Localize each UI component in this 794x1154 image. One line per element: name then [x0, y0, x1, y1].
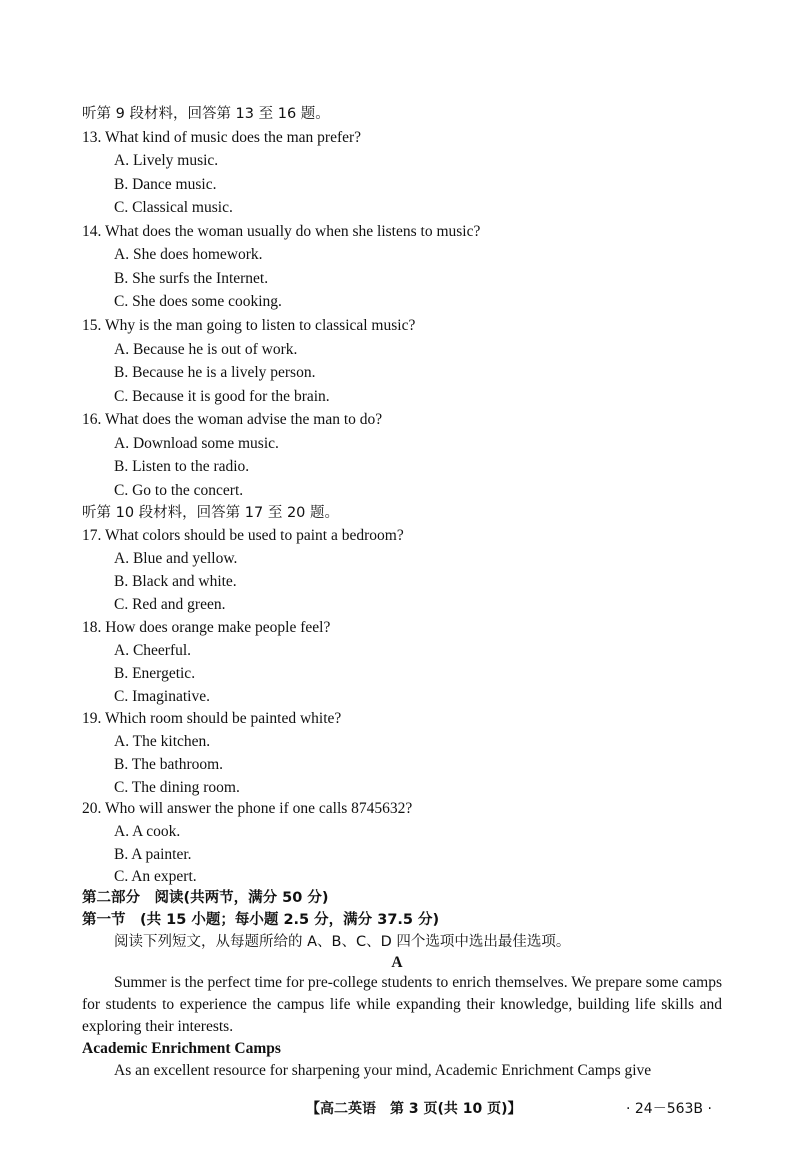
question-14: 14. What does the woman usually do when she listens to music?	[82, 223, 481, 240]
section-heading: 第一节 (共 15 小题；每小题 2.5 分，满分 37.5 分)	[82, 912, 440, 928]
option-17c: C. Red and green.	[114, 596, 226, 613]
question-18: 18. How does orange make people feel?	[82, 619, 331, 636]
section-instruction: 听第 10 段材料，回答第 17 至 20 题。	[82, 505, 340, 521]
option-16b: B. Listen to the radio.	[114, 458, 250, 475]
passage-paragraph: Summer is the perfect time for pre-college students to enrich themselves. We prepare some camps for students to experience the campus life while expanding their knowledge, building life skills and exploring their interests.	[82, 974, 722, 1035]
option-20a: A. A cook.	[114, 823, 181, 840]
option-17a: A. Blue and yellow.	[114, 550, 238, 567]
option-14c: C. She does some cooking.	[114, 293, 282, 310]
option-17b: B. Black and white.	[114, 573, 237, 590]
option-19b: B. The bathroom.	[114, 756, 224, 773]
passage-letter: A	[391, 954, 403, 971]
option-14b: B. She surfs the Internet.	[114, 270, 269, 287]
part-heading: 第二部分 阅读(共两节，满分 50 分)	[82, 890, 329, 906]
option-15b: B. Because he is a lively person.	[114, 364, 316, 381]
option-15c: C. Because it is good for the brain.	[114, 388, 330, 405]
question-13: 13. What kind of music does the man prefer?	[82, 129, 362, 146]
question-15: 15. Why is the man going to listen to classical music?	[82, 317, 416, 334]
option-20b: B. A painter.	[114, 846, 192, 863]
reading-instruction: 阅读下列短文，从每题所给的 A、B、C、D 四个选项中选出最佳选项。	[114, 934, 571, 950]
question-16: 16. What does the woman advise the man to do?	[82, 411, 383, 428]
option-20c: C. An expert.	[114, 868, 197, 885]
option-19c: C. The dining room.	[114, 779, 240, 796]
passage-paragraph: As an excellent resource for sharpening your mind, Academic Enrichment Camps give	[114, 1062, 652, 1079]
option-19a: A. The kitchen.	[114, 733, 211, 750]
question-19: 19. Which room should be painted white?	[82, 710, 342, 727]
passage-subheading: Academic Enrichment Camps	[82, 1040, 281, 1057]
option-18b: B. Energetic.	[114, 665, 196, 682]
option-13a: A. Lively music.	[114, 152, 219, 169]
question-17: 17. What colors should be used to paint a bedroom?	[82, 527, 404, 544]
question-20: 20. Who will answer the phone if one calls 8745632?	[82, 800, 413, 817]
option-13b: B. Dance music.	[114, 176, 217, 193]
option-14a: A. She does homework.	[114, 246, 263, 263]
option-18a: A. Cheerful.	[114, 642, 192, 659]
option-13c: C. Classical music.	[114, 199, 233, 216]
option-15a: A. Because he is out of work.	[114, 341, 298, 358]
option-16c: C. Go to the concert.	[114, 482, 244, 499]
section-instruction: 听第 9 段材料，回答第 13 至 16 题。	[82, 106, 330, 122]
paper-code: · 24－563B ·	[626, 1101, 712, 1117]
option-16a: A. Download some music.	[114, 435, 279, 452]
option-18c: C. Imaginative.	[114, 688, 210, 705]
page-footer: 【高二英语 第 3 页(共 10 页)】	[306, 1101, 522, 1117]
